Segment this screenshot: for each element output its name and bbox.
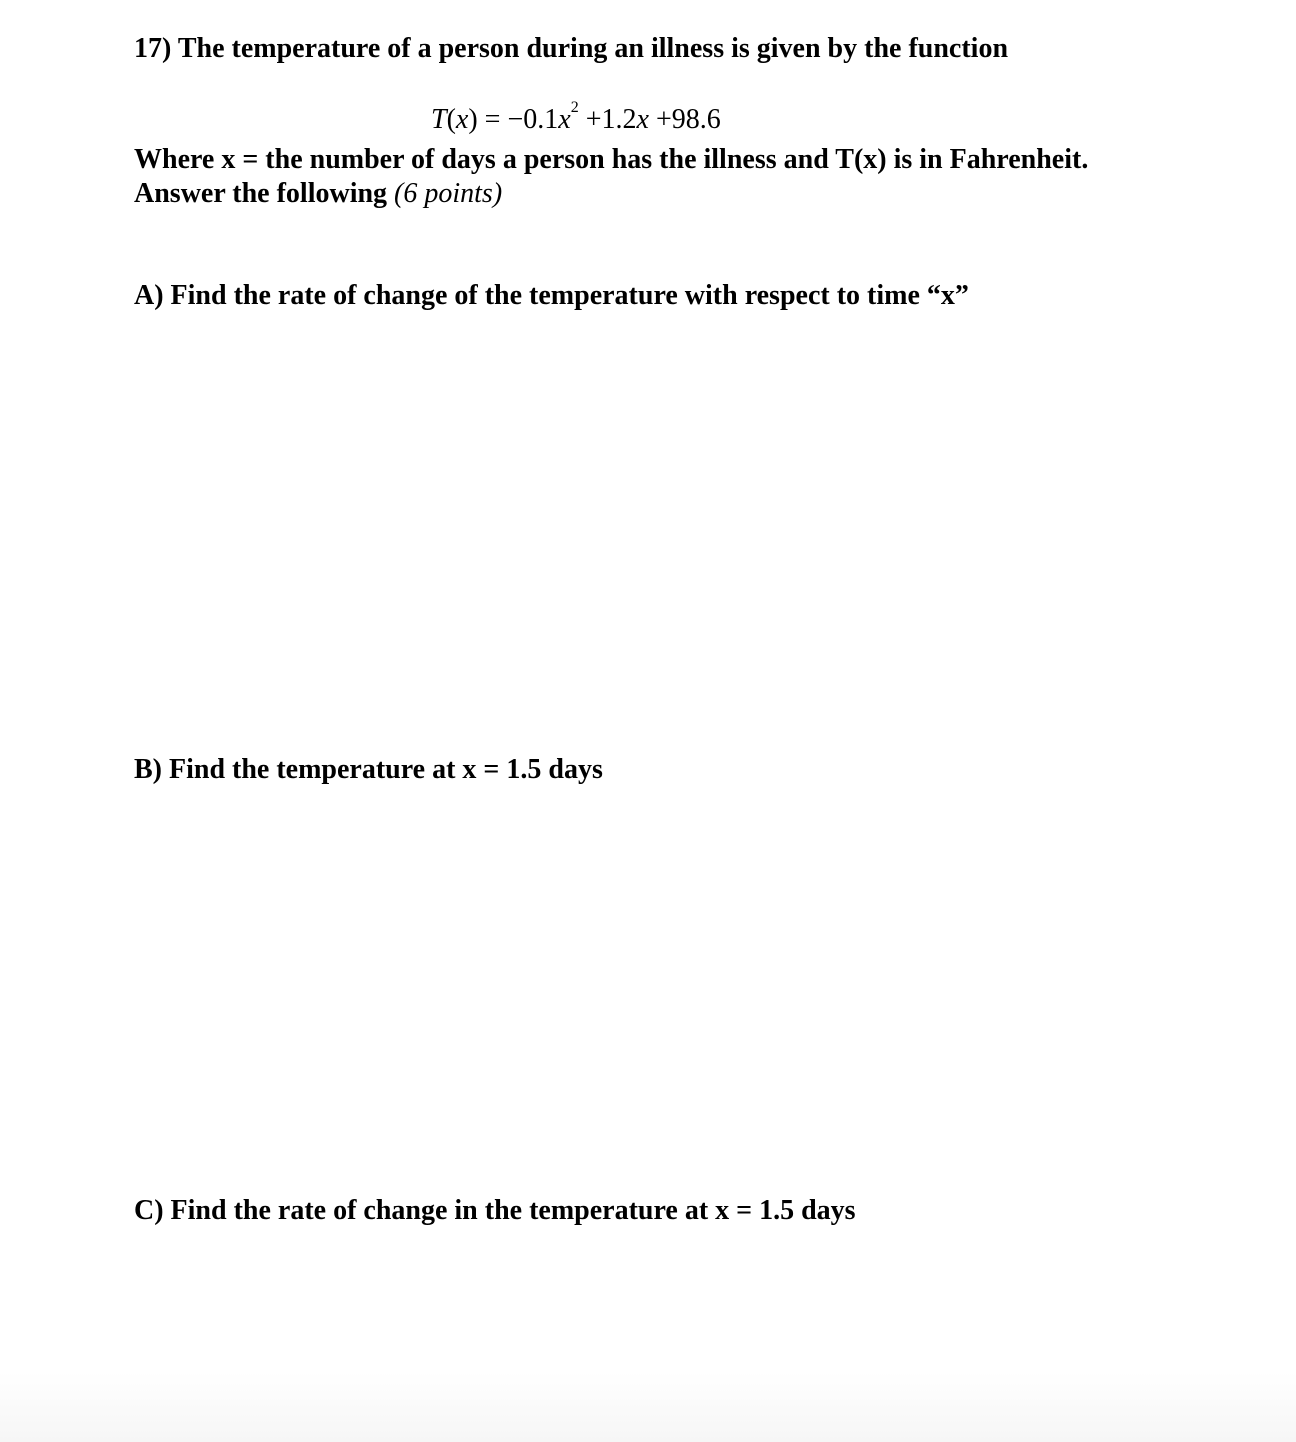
instructions-text: Answer the following [134,178,395,209]
instructions [134,177,502,211]
variable-definition: Where x = the number of days a person has the illness and T(x) is in Fahrenheit. [134,144,1089,175]
equation-func-name: T [431,104,447,135]
equation-constant: +98.6 [648,104,721,135]
page-bottom-shade [0,1372,1296,1442]
equation-linear-coefficient: +1.2 [578,104,637,135]
equation-open-paren: ( [446,104,456,135]
equation-equals-coefficient: = −0.1 [477,104,559,135]
points-value: (6 points) [394,178,503,209]
temperature-equation [431,99,721,137]
equation-lhs-variable: x [455,104,469,135]
equation-term1-variable: x [558,104,571,135]
equation-term2-variable: x [636,104,649,135]
question-part-b: B) Find the temperature at x = 1.5 days [134,754,603,785]
problem-title: 17) The temperature of a person during an illness is given by the function [134,33,1009,64]
question-part-c: C) Find the rate of change in the temperature at x = 1.5 days [134,1195,856,1226]
question-part-a: A) Find the rate of change of the temperature with respect to time “x” [134,280,969,311]
equation-exponent: 2 [570,99,579,116]
equation-close-paren: ) [468,104,478,135]
